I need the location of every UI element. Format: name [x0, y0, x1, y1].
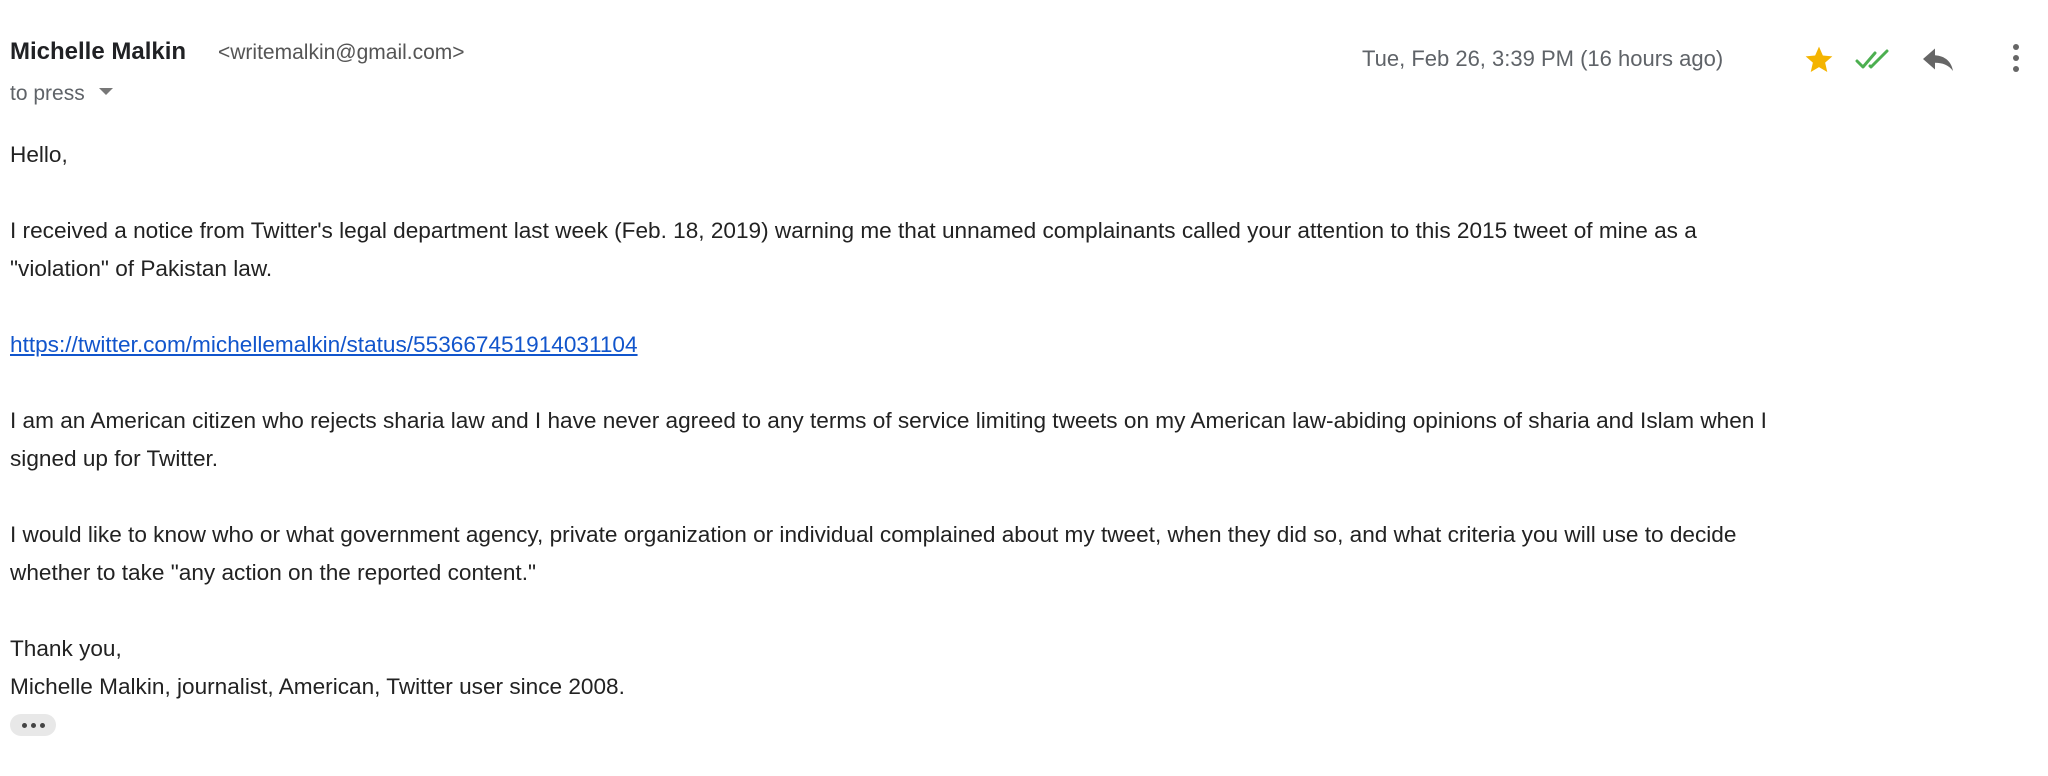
closing: Thank you,	[10, 636, 122, 661]
caret-down-icon	[99, 88, 113, 95]
paragraph-1-line-1: I received a notice from Twitter's legal department last week (Feb. 18, 2019) warning me that unnamed complainants called your attention to this 2015 tweet of mine as a	[10, 218, 1697, 243]
paragraph-3-line-2: whether to take "any action on the reported content."	[10, 560, 536, 585]
more-vertical-icon[interactable]	[2010, 42, 2022, 74]
greeting: Hello,	[10, 142, 68, 167]
dot-icon	[40, 723, 45, 728]
message-body	[10, 136, 2030, 706]
double-check-icon[interactable]	[1855, 48, 1891, 72]
message-header	[10, 38, 2048, 78]
paragraph-2-line-2: signed up for Twitter.	[10, 446, 219, 471]
tweet-link[interactable]: https://twitter.com/michellemalkin/status/553667451914031104	[10, 332, 638, 357]
recipient-dropdown[interactable]	[10, 82, 113, 106]
paragraph-3-line-1: I would like to know who or what government agency, private organization or individual complained about my tweet, when they did so, and what criteria you will use to decide	[10, 522, 1737, 547]
star-icon[interactable]	[1803, 44, 1835, 76]
paragraph-1-line-2: "violation" of Pakistan law.	[10, 256, 273, 281]
message-date: Tue, Feb 26, 3:39 PM (16 hours ago)	[1362, 46, 1724, 71]
dot-icon	[31, 723, 36, 728]
sender-name[interactable]: Michelle Malkin	[10, 38, 187, 65]
dot-icon	[22, 723, 27, 728]
paragraph-2-line-1: I am an American citizen who rejects sharia law and I have never agreed to any terms of service limiting tweets on my American law-abiding opinions of sharia and Islam when I	[10, 408, 1767, 433]
recipient-label: to press	[10, 82, 85, 105]
signature: Michelle Malkin, journalist, American, Twitter user since 2008.	[10, 674, 625, 699]
sender-email: <writemalkin@gmail.com>	[218, 41, 465, 64]
reply-icon[interactable]	[1920, 44, 1956, 74]
show-trimmed-content-button[interactable]	[10, 714, 56, 736]
